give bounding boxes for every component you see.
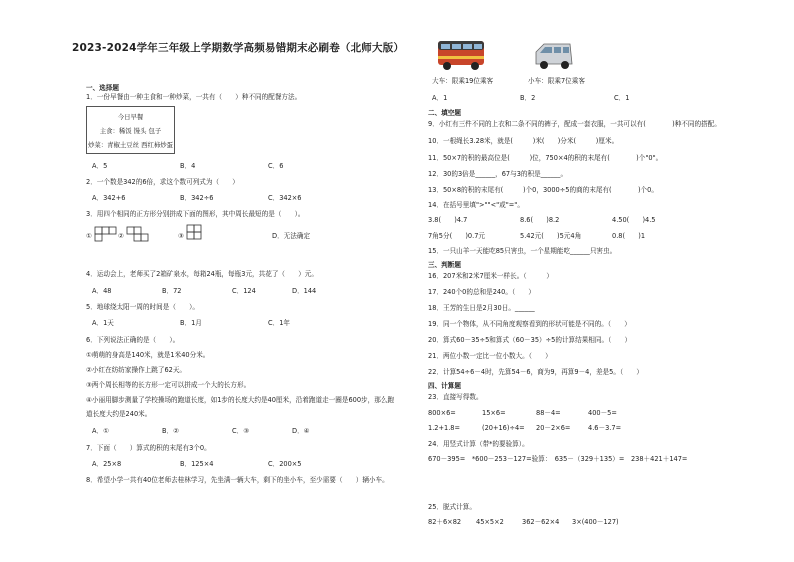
q3-label-3: ③ — [178, 232, 184, 240]
question-11: 11．50×7的积的最高位是( )位，750×4的积的末尾有( )个"0"。 — [428, 154, 663, 162]
question-7: 7．下面（ ）算式的积的末尾有3个0。 — [86, 444, 211, 452]
q14-compare-4: 7角5分( )0.7元 — [428, 232, 485, 240]
q4-option-d: D．144 — [292, 287, 317, 295]
q4-option-a: A．48 — [92, 287, 112, 295]
menu-heading: 今日早餐 — [117, 113, 144, 121]
van-capacity: 小车：限乘7位乘客 — [528, 77, 585, 85]
q6-option-d: D．④ — [292, 427, 310, 435]
q6-option-b: B．② — [162, 427, 180, 435]
question-17: 17．240个0的总和是240。（ ） — [428, 288, 535, 296]
question-13: 13．50×8的积的末尾有( )个0，3000÷5的商的末尾有( )个0。 — [428, 186, 658, 194]
q7-option-b: B．125×4 — [180, 460, 214, 468]
q1-option-c: C．6 — [268, 162, 284, 170]
q23-item-4: 400－5= — [588, 409, 617, 417]
q3-label-1: ① — [86, 232, 92, 240]
question-25: 25．脱式计算。 — [428, 503, 476, 511]
question-4: 4．运动会上，老师买了2箱矿泉水，每箱24瓶，每瓶3元，共花了（ ）元。 — [86, 270, 318, 278]
q3-option-d: D．无法确定 — [272, 232, 311, 240]
paper-title: 2023-2024学年三年级上学期数学高频易错期末必刷卷（北师大版） — [72, 42, 405, 54]
q7-option-a: A．25×8 — [92, 460, 122, 468]
question-19: 19．同一个物体，从不同角度观察看到的形状可能是不同的。（ ） — [428, 320, 631, 328]
q25-item-1: 82＋6×82 — [428, 518, 462, 526]
q23-item-6: (20+16)÷4= — [482, 424, 525, 432]
q7-option-c: C．200×5 — [268, 460, 302, 468]
q2-option-b: B．342÷6 — [180, 194, 214, 202]
q6-statement-4: ④小丽用脚步测量了学校操场的跑道长度，如1步的长度大约是40厘米，沿着跑道走一圈是600步，那么跑 — [86, 396, 395, 404]
q2-option-a: A．342+6 — [92, 194, 126, 202]
question-16: 16．207米和2米7厘米一样长。（ ） — [428, 272, 553, 280]
q23-item-3: 88－4= — [536, 409, 561, 417]
q14-compare-6: 0.8( )1 — [612, 232, 646, 240]
q14-compare-3: 4.50( )4.5 — [612, 216, 656, 224]
question-23: 23．直接写得数。 — [428, 393, 483, 401]
q4-option-b: B．72 — [162, 287, 182, 295]
q6-option-a: A．① — [92, 427, 110, 435]
q6-statement-4-cont: 道长度大约是240米。 — [86, 410, 152, 418]
q25-item-2: 45×5×2 — [476, 518, 504, 526]
q23-item-7: 20－2×6= — [536, 424, 571, 432]
q4-option-c: C．124 — [232, 287, 256, 295]
q23-item-1: 800×6= — [428, 409, 456, 417]
question-24: 24．用竖式计算（带*的要验算）。 — [428, 440, 529, 448]
section-fill: 二、填空题 — [428, 109, 461, 117]
question-2: 2．一个数是342的6倍，求这个数可列式为（ ） — [86, 178, 239, 186]
q6-statement-3: ③两个周长相等的长方形一定可以拼成一个大的长方形。 — [86, 381, 251, 389]
question-9: 9．小红有三件不同的上衣和二条不同的裤子，配成一套衣服，一共可以有( )种不同的搭配。 — [428, 120, 721, 128]
breakfast-menu-box — [86, 106, 175, 154]
section-calc: 四、计算题 — [428, 382, 461, 390]
q25-item-4: 3×(400－127) — [572, 518, 619, 526]
question-12: 12．30的3倍是______，67与3的积是______。 — [428, 170, 568, 178]
question-3: 3．用四个相同的正方形分别拼成下面的图形，其中周长最短的是（ ）。 — [86, 210, 305, 218]
q1-option-a: A．5 — [92, 162, 108, 170]
q8-option-b: B．2 — [520, 94, 536, 102]
four-squares-shape-3 — [186, 224, 218, 244]
q6-statement-2: ②小红在纺纺家操作上跳了62天。 — [86, 366, 187, 374]
q23-item-8: 4.6－3.7= — [588, 424, 622, 432]
menu-dish: 炒菜：青椒土豆丝 西红柿炒蛋 — [87, 141, 174, 149]
q8-option-c: C．1 — [614, 94, 630, 102]
question-18: 18．王芳的生日是2月30日。______ — [428, 304, 535, 312]
q6-option-c: C．③ — [232, 427, 250, 435]
q5-option-a: A．1天 — [92, 319, 114, 327]
section-choice: 一、选择题 — [86, 84, 119, 92]
four-squares-shape-2 — [126, 226, 158, 244]
question-10: 10．一根绳长3.28米，就是( )米( )分米( )厘米。 — [428, 137, 619, 145]
q14-compare-5: 5.42元( )5元4角 — [520, 232, 582, 240]
q14-compare-2: 8.6( )8.2 — [520, 216, 560, 224]
q3-label-2: ② — [118, 232, 124, 240]
bus-image — [436, 38, 486, 72]
van-image — [532, 40, 576, 72]
question-1: 1．一份早餐由一种主食和一种炒菜，一共有（ ）种不同的配餐方法。 — [86, 93, 302, 101]
question-15: 15．一只山羊一天能吃85只害虫，一个星期能吃______只害虫。 — [428, 247, 617, 255]
q5-option-b: B．1月 — [180, 319, 202, 327]
q23-item-2: 15×6= — [482, 409, 506, 417]
question-21: 21．两位小数一定比一位小数大。（ ） — [428, 352, 552, 360]
q24-items: 670－395= *600－253－127=验算： 635－（329＋135）= 238＋421＋147= — [428, 455, 688, 463]
q5-option-c: C．1年 — [268, 319, 290, 327]
question-5: 5．地球绕太阳一周的时间是（ ）。 — [86, 303, 199, 311]
q25-item-3: 362－62×4 — [522, 518, 560, 526]
q1-option-b: B．4 — [180, 162, 196, 170]
question-14: 14．在括号里填">""<"或"="。 — [428, 201, 524, 209]
q14-compare-1: 3.8( )4.7 — [428, 216, 468, 224]
q6-statement-1: ①萌萌的身高是140米，就是1米40分米。 — [86, 351, 210, 359]
section-judge: 三、判断题 — [428, 261, 461, 269]
q23-item-5: 1.2+1.8= — [428, 424, 461, 432]
question-6: 6．下列说法正确的是（ ）。 — [86, 336, 180, 344]
q2-option-c: C．342×6 — [268, 194, 302, 202]
bus-capacity: 大车：限乘19位乘客 — [432, 77, 494, 85]
question-22: 22．计算54÷6－4时，先算54－6，商为9，再算9－4，差是5。（ ） — [428, 368, 644, 376]
question-20: 20．算式60－35÷5和算式（60－35）÷5的计算结果相同。（ ） — [428, 336, 632, 344]
question-8: 8．希望小学一共有40位老师去桂林学习，先坐满一辆大车，剩下的坐小车，至少需要（ ）辆小车。 — [86, 476, 389, 484]
menu-staple: 主食：稀饭 馒头 包子 — [99, 127, 162, 135]
q8-option-a: A．1 — [432, 94, 448, 102]
